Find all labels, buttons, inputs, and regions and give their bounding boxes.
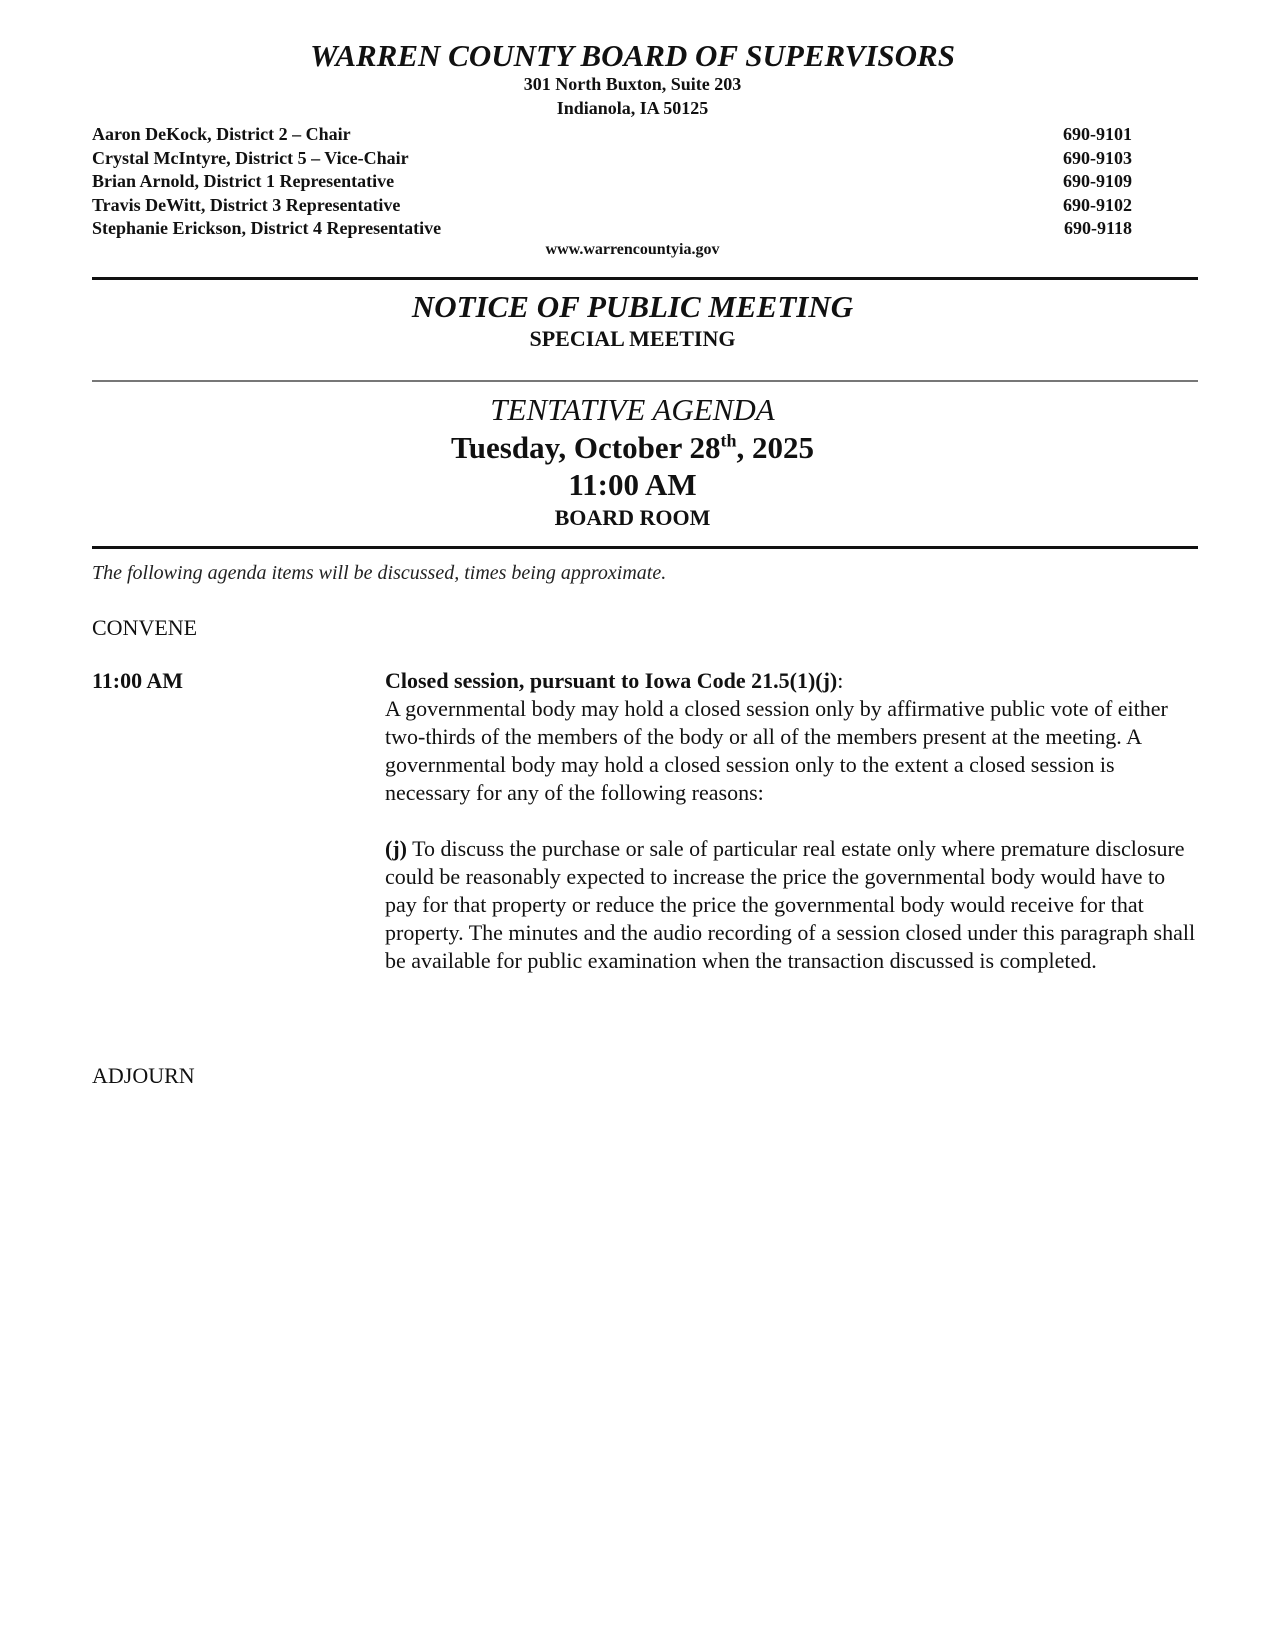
member-phone: 690-9109 xyxy=(1063,171,1132,191)
member-row xyxy=(92,194,1132,218)
board-title: WARREN COUNTY BOARD OF SUPERVISORS xyxy=(310,38,955,73)
meeting-type: SPECIAL MEETING xyxy=(529,326,736,351)
item-heading-colon: : xyxy=(837,668,844,693)
website-link[interactable]: www.warrencountyia.gov xyxy=(545,241,720,258)
item-time: 11:00 AM xyxy=(92,668,184,693)
meeting-location: BOARD ROOM xyxy=(554,505,711,530)
agenda-item xyxy=(385,667,1200,975)
item-heading: Closed session, pursuant to Iowa Code 21.5(1)(j) xyxy=(385,668,838,693)
member-row xyxy=(92,170,1132,194)
member-name: Brian Arnold, District 1 Representative xyxy=(92,171,395,191)
member-phone: 690-9118 xyxy=(1063,218,1132,238)
subsection-text: To discuss the purchase or sale of particular real estate only where premature disclosure could be reasonably expected to increase the price the governmental body would have to pay for that property or reduce the price the governmental body would receive for that property. The minutes and the audio recording of a session closed under this paragraph shall be available for public examination when the transaction discussed is completed. xyxy=(385,836,1196,973)
member-row xyxy=(92,217,1132,241)
date-year: , 2025 xyxy=(736,430,815,465)
member-name: Crystal McIntyre, District 5 – Vice-Chair xyxy=(92,147,409,168)
agenda-title: TENTATIVE AGENDA xyxy=(490,392,775,427)
date-text: Tuesday, October 28 xyxy=(450,430,721,465)
item-paragraph: A governmental body may hold a closed session only by affirmative public vote of either two-thirds of the members of the body or all of the members present at the meeting. A governmental body may hold a closed session only to the extent a closed session is necessary for any of the following reasons: xyxy=(385,696,1168,805)
header-divider xyxy=(92,277,1198,280)
member-phone: 690-9102 xyxy=(1063,194,1132,215)
notice-divider xyxy=(92,380,1198,382)
notice-title: NOTICE OF PUBLIC MEETING xyxy=(411,289,854,324)
member-phone: 690-9101 xyxy=(1063,124,1132,144)
member-phone: 690-9103 xyxy=(1063,147,1132,168)
item-subsection xyxy=(385,835,1200,975)
agenda-divider xyxy=(92,546,1198,549)
date-ordinal: th xyxy=(720,430,737,451)
subsection-label: (j) xyxy=(385,836,407,861)
member-row xyxy=(92,123,1132,147)
meeting-date xyxy=(0,429,1265,467)
agenda-intro: The following agenda items will be discussed, times being approximate. xyxy=(92,562,667,584)
address-line-2: Indianola, IA 50125 xyxy=(556,98,709,118)
adjourn-label: ADJOURN xyxy=(92,1063,195,1088)
member-name: Travis DeWitt, District 3 Representative xyxy=(92,194,401,215)
meeting-time: 11:00 AM xyxy=(568,467,697,502)
member-row xyxy=(92,147,1132,171)
item-heading-line xyxy=(385,667,1200,695)
address-line-1: 301 North Buxton, Suite 203 xyxy=(523,74,742,94)
convene-label: CONVENE xyxy=(92,615,198,640)
member-name: Stephanie Erickson, District 4 Representative xyxy=(92,218,442,238)
member-list xyxy=(92,123,1132,241)
member-name: Aaron DeKock, District 2 – Chair xyxy=(92,124,351,144)
